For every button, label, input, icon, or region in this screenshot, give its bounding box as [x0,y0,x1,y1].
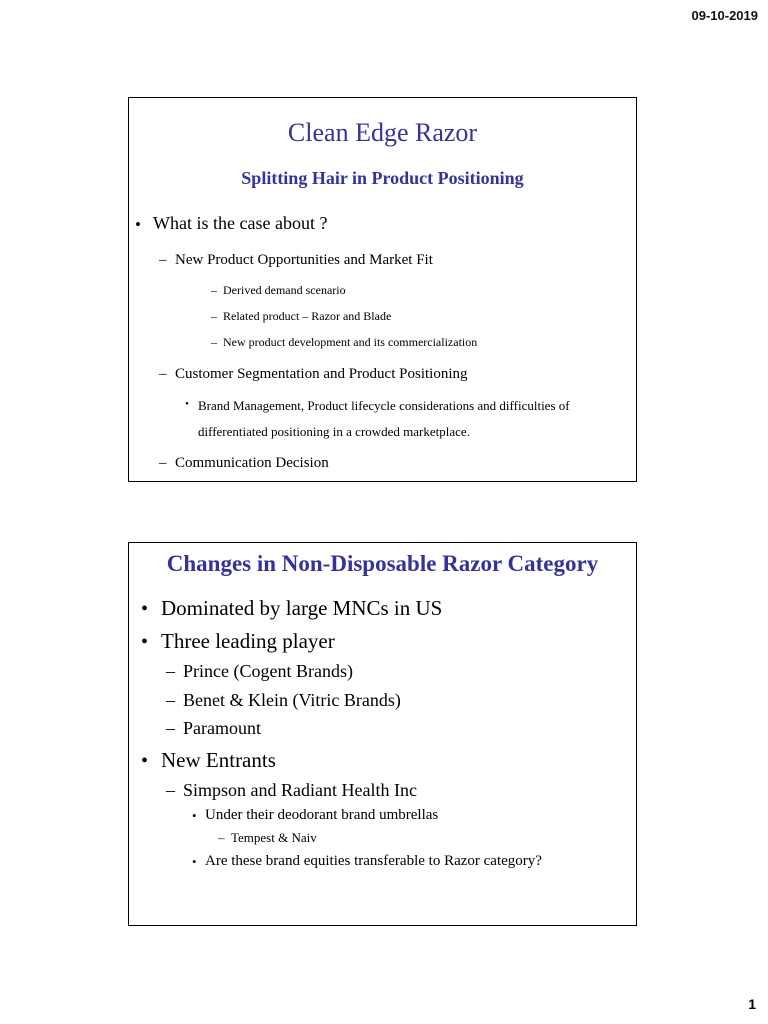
page-number: 1 [748,996,756,1012]
sub-item: New Product Opportunities and Market Fit [175,252,433,268]
bullet-dot: • [141,631,149,653]
sub-sub-item: Under their deodorant brand umbrellas [205,807,439,823]
dash-marker: – [159,455,167,471]
sub-item: Communication Decision [175,455,329,471]
slide-2 [128,542,637,926]
sub-sub-item-cont: differentiated positioning in a crowded marketplace. [198,424,470,439]
dash-marker: – [166,718,175,738]
dash-marker: – [159,366,167,382]
sub-item: Benet & Klein (Vitric Brands) [183,690,401,710]
sub-item: Customer Segmentation and Product Positioning [175,366,468,382]
slide-2-title: Changes in Non-Disposable Razor Category [166,551,599,576]
sub-sub-sub-item: Tempest & Naiv [231,830,317,845]
dash-marker: – [166,690,175,710]
bullet-item: Dominated by large MNCs in US [161,596,443,620]
sub-item: Prince (Cogent Brands) [183,661,353,681]
sub-sub-item: Are these brand equities transferable to Razor category? [205,853,542,869]
bullet-dot: • [135,215,141,234]
slide-1-subtitle: Splitting Hair in Product Positioning [241,168,524,188]
bullet-dot: • [192,854,197,869]
slide-1-title: Clean Edge Razor [287,118,478,147]
sub-sub-item: Derived demand scenario [223,283,346,297]
dash-marker: – [159,252,167,268]
sub-item: Simpson and Radiant Health Inc [183,780,417,800]
slide-1 [128,97,637,482]
header-date: 09-10-2019 [691,8,758,23]
bullet-dot: • [141,598,149,620]
dash-marker: – [166,780,175,800]
bullet-item: New Entrants [161,748,276,772]
dash-marker: – [218,830,225,845]
sub-sub-item: Brand Management, Product lifecycle considerations and difficulties of [198,398,570,413]
sub-item: Paramount [183,718,261,738]
dash-marker: – [211,309,217,323]
bullet-dot: • [185,398,189,410]
bullet-item: Three leading player [161,629,335,653]
dash-marker: – [166,661,175,681]
dash-marker: – [211,283,217,297]
sub-sub-item: Related product – Razor and Blade [223,309,392,323]
sub-sub-item: New product development and its commercialization [223,335,478,349]
case-question: What is the case about ? [153,213,328,233]
bullet-dot: • [141,750,149,772]
dash-marker: – [211,335,217,349]
bullet-dot: • [192,808,197,823]
